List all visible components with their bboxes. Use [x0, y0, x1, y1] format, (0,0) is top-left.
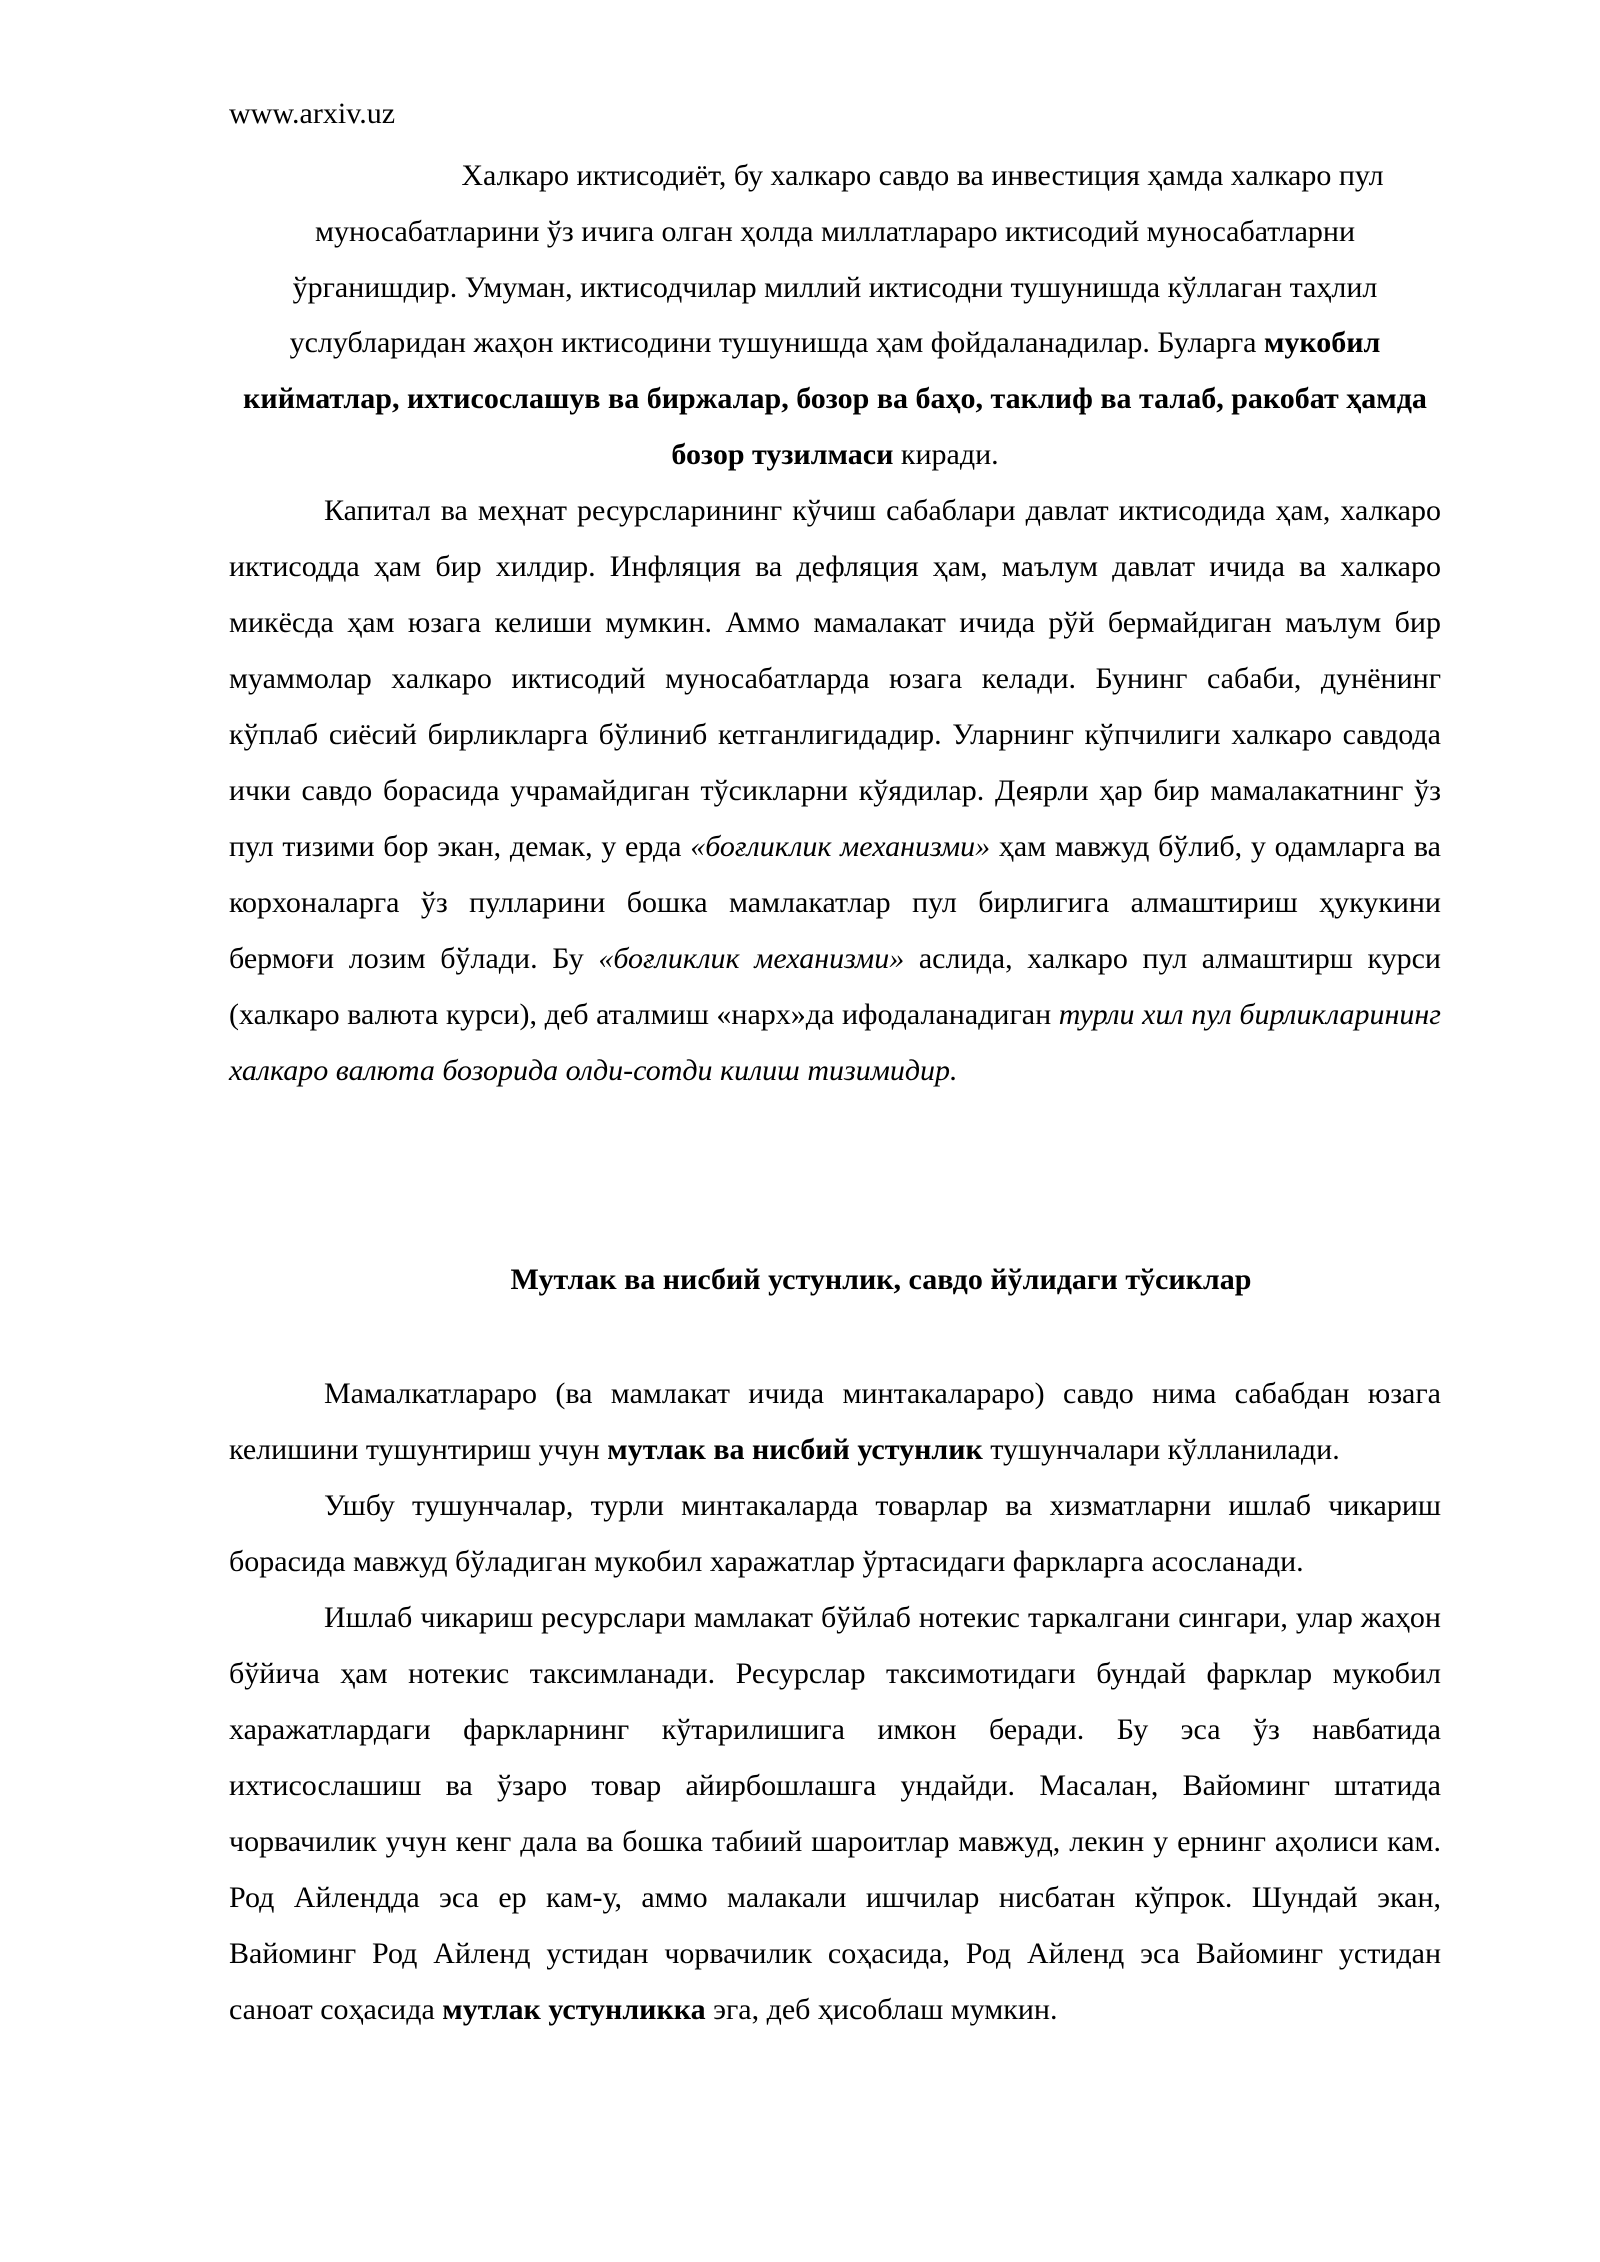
- p4-bold-1: мутлак устунликка: [442, 1993, 706, 2026]
- p4-text-1: Ишлаб чикариш ресурслари мамлакат бўйлаб нотекис таркалгани сингари, улар жаҳон бўйича ҳам нотекис таксимланади. Ресурслар таксимотидаги бундай фарклар мукобил харажатлардаги фаркларнинг кўтарилишига имкон беради. Бу эса ўз навбатида ихтисослашиш ва ўзаро товар айирбошлашга ундайди. Масалан, Вайоминг штатида чорвачилик учун кенг дала ва бошка табиий шароитлар мавжуд, лекин у ернинг аҳолиси кам. Род Айлендда эса ер кам-у, аммо малакали ишчилар нисбатан кўпрок. Шундай экан, Вайоминг Род Айленд устидан чорвачилик соҳасида, Род Айленд эса Вайоминг устидан саноат соҳасида: [229, 1601, 1441, 2026]
- p1-text-1: Капитал ва меҳнат ресурсларининг кўчиш сабаблари давлат иктисодида ҳам, халкаро иктисодда ҳам бир хилдир. Инфляция ва дефляция ҳам, маълум давлат ичида ва халкаро микёсда ҳам юзага келиши мумкин. Аммо мамалакат ичида рўй бермайдиган маълум бир муаммолар халкаро иктисодий муносабатларда юзага келади. Бунинг сабаби, дунёнинг кўплаб сиёсий бирликларга бўлиниб кетганлигидадир. Уларнинг кўпчилиги халкаро савдода ички савдо борасида учрамайдиган тўсикларни кўядилар. Деярли ҳар бир мамалакатнинг ўз пул тизими бор экан, демак, у ерда: [229, 494, 1441, 863]
- p1-italic-1: «боғликлик механизми»: [690, 830, 991, 863]
- paragraph-concepts: [229, 1478, 1441, 1590]
- p4-text-2: эга, деб ҳисоблаш мумкин.: [705, 1993, 1058, 2026]
- section-heading: Мутлак ва нисбий устунлик, савдо йўлидаги тўсиклар: [510, 1263, 1252, 1296]
- p2-text-1: Мамалкатлараро (ва мамлакат ичида минтакалараро) савдо нима сабабдан юзага келишини тушунтириш учун: [229, 1377, 1441, 1466]
- p1-italic-2: «боғликлик механизми»: [598, 942, 905, 975]
- intro-text-2: киради.: [893, 437, 999, 471]
- paragraph-trade-reasons: [229, 1366, 1441, 1478]
- p2-text-2: тушунчалари кўлланилади.: [982, 1433, 1340, 1466]
- p1-italic-3: турли хил пул бирликларининг халкаро валюта бозорида олди-сотди килиш тизимидир.: [229, 998, 1442, 1087]
- intro-text-1: Халкаро иктисодиёт, бу халкаро савдо ва инвестиция ҳамда халкаро пул муносабатларини ўз ичига олган ҳолда миллатлараро иктисодий муносабатларни ўрганишдир. Умуман, иктисодчилар миллий иктисодни тушунишда кўллаган таҳлил услубларидан жаҳон иктисодини тушунишда ҳам фойдаланадилар. Буларга: [289, 159, 1384, 360]
- intro-paragraph: [229, 148, 1441, 483]
- p3-text-1: Ушбу тушунчалар, турли минтакаларда товарлар ва хизматларни ишлаб чикариш борасида мавжуд бўладиган мукобил харажатлар ўртасидаги фаркларга асосланади.: [229, 1489, 1441, 1578]
- p1-text-3: аслида, халкаро пул алмаштирш курси (халкаро валюта курси), деб аталмиш «нарх»да ифодаланадиган: [229, 942, 1441, 1031]
- p2-bold-1: мутлак ва нисбий устунлик: [607, 1433, 983, 1466]
- paragraph-resources: [229, 1590, 1441, 2038]
- paragraph-capital-labor: [229, 483, 1441, 1099]
- p1-text-2: ҳам мавжуд бўлиб, у одамларга ва корхоналарга ўз пулларини бошка мамлакатлар пул бирлигига алмаштириш ҳукукини бермоғи лозим бўлади. Бу: [229, 830, 1441, 975]
- site-url-header: www.arxiv.uz: [229, 97, 396, 130]
- intro-bold-terms: мукобил кийматлар, ихтисослашув ва биржалар, бозор ва баҳо, таклиф ва талаб, ракобат ҳамда бозор тузилмаси: [243, 326, 1427, 471]
